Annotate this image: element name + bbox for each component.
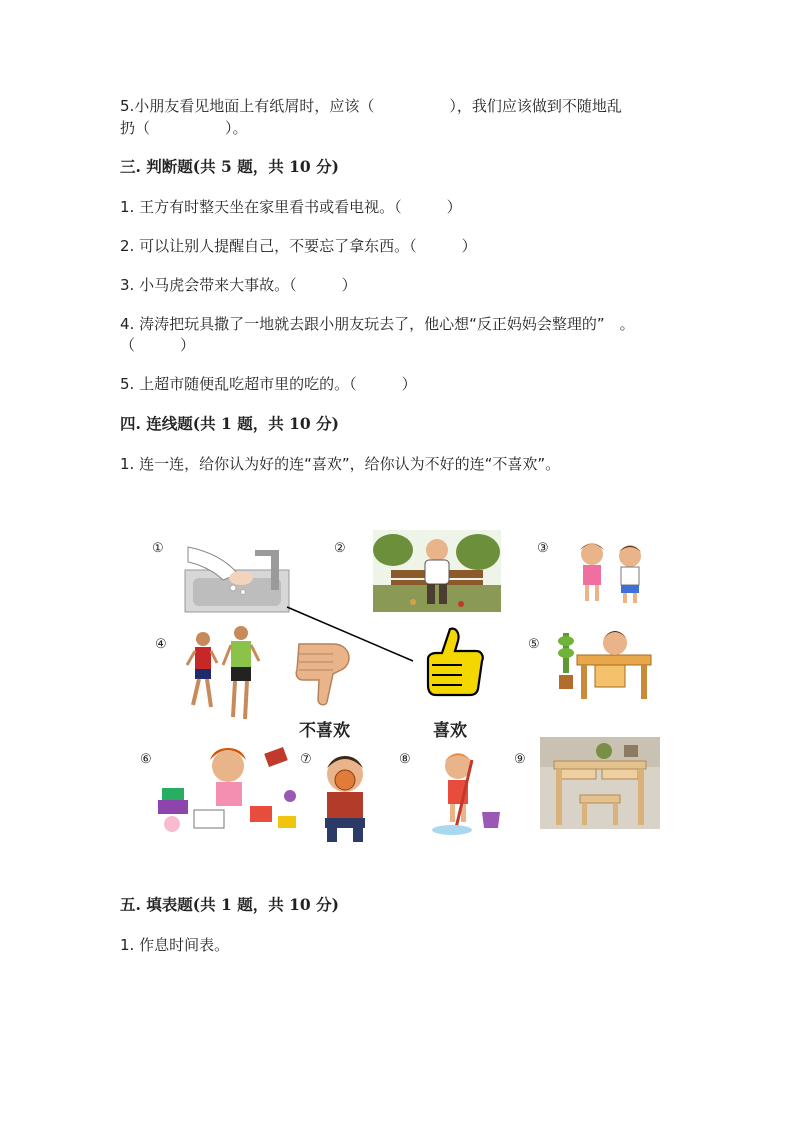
marker-3: ③ bbox=[537, 541, 549, 556]
matching-question: 1. 连一连，给你认为好的连“喜欢”，给你认为不好的连“不喜欢”。 bbox=[120, 455, 561, 473]
marker-5: ⑤ bbox=[528, 637, 540, 652]
marker-8: ⑧ bbox=[399, 752, 411, 767]
judge-item-2: 2. 可以让别人提醒自己，不要忘了拿东西。（ ） bbox=[120, 237, 477, 255]
judge-item-3: 3. 小马虎会带来大事故。（ ） bbox=[120, 276, 357, 294]
messy-toys-picture bbox=[150, 740, 306, 836]
section3-heading: 三. 判断题(共 5 题，共 10 分) bbox=[120, 157, 339, 176]
boy-eating-picture bbox=[315, 750, 375, 842]
hand-washing-picture bbox=[183, 542, 293, 618]
dislike-label: 不喜欢 bbox=[299, 721, 350, 741]
man-littering-bench-picture bbox=[373, 530, 501, 612]
marker-7: ⑦ bbox=[300, 752, 312, 767]
marker-1: ① bbox=[152, 541, 164, 556]
two-children-picture bbox=[570, 540, 652, 604]
girl-mopping-picture bbox=[428, 750, 504, 838]
connecting-line bbox=[286, 605, 416, 665]
marker-9: ⑨ bbox=[514, 752, 526, 767]
wooden-desk-picture bbox=[540, 737, 660, 829]
q5-fill-line2: 扔（ ）。 bbox=[120, 119, 248, 137]
marker-4: ④ bbox=[155, 637, 167, 652]
table-question: 1. 作息时间表。 bbox=[120, 936, 230, 954]
q5-fill-line1: 5.小朋友看见地面上有纸屑时，应该（ ），我们应该做到不随地乱 bbox=[120, 97, 622, 115]
judge-item-4: 4. 涛涛把玩具撒了一地就去跟小朋友玩去了，他心想“反正妈妈会整理的” 。 bbox=[120, 315, 635, 333]
judge-item-4-paren: （ ） bbox=[120, 336, 196, 354]
like-label: 喜欢 bbox=[433, 721, 467, 741]
judge-item-5: 5. 上超市随便乱吃超市里的吃的。（ ） bbox=[120, 375, 417, 393]
runners-picture bbox=[183, 625, 265, 727]
marker-6: ⑥ bbox=[140, 752, 152, 767]
thumbs-up-icon bbox=[422, 625, 486, 697]
marker-2: ② bbox=[334, 541, 346, 556]
girl-at-desk-picture bbox=[555, 625, 655, 701]
judge-item-1: 1. 王方有时整天坐在家里看书或看电视。（ ） bbox=[120, 198, 462, 216]
section5-heading: 五. 填表题(共 1 题，共 10 分) bbox=[120, 895, 339, 914]
section4-heading: 四. 连线题(共 1 题，共 10 分) bbox=[120, 414, 339, 433]
